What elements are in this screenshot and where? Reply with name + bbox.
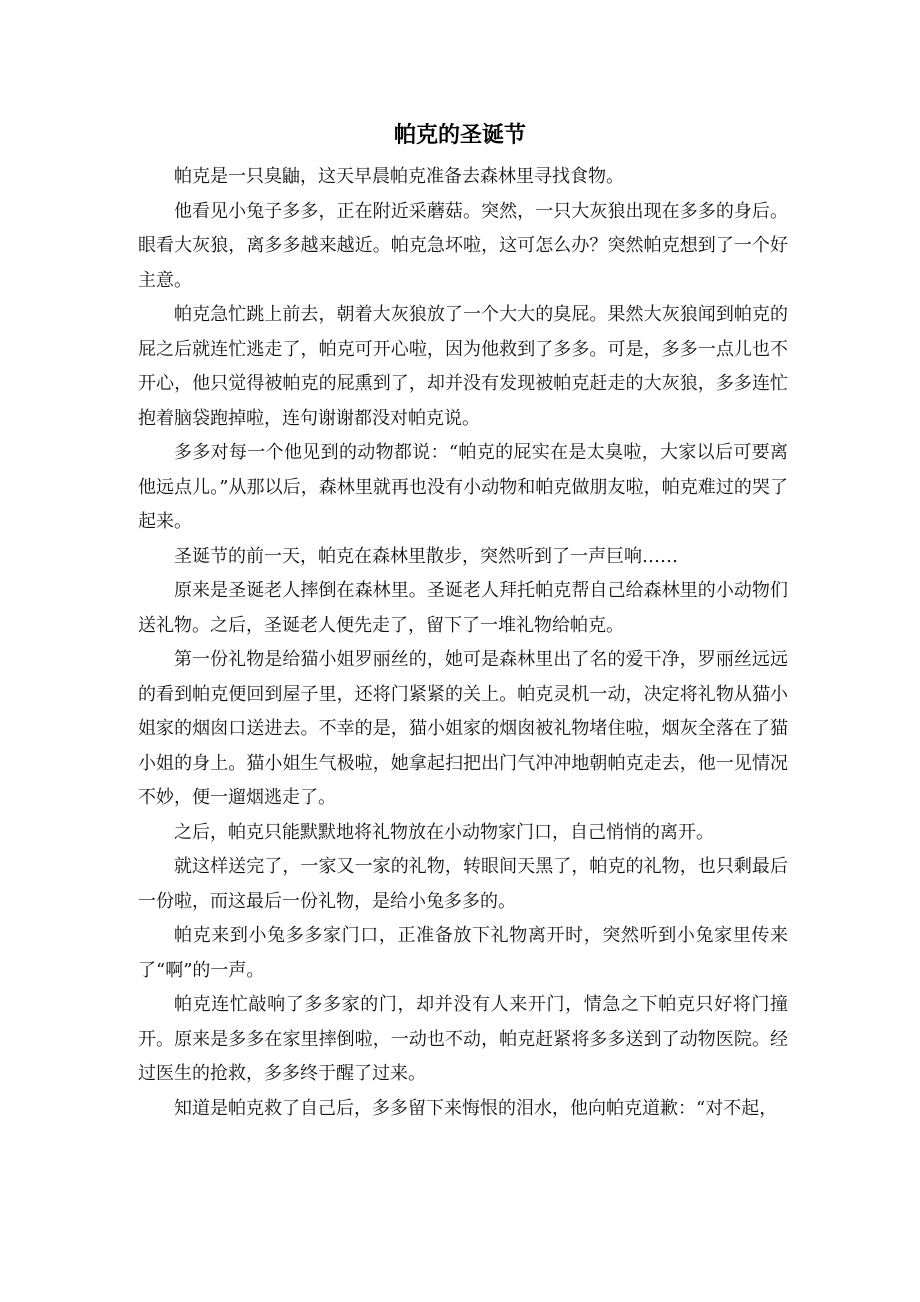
story-body: [138, 160, 788, 1126]
paragraph: 第一份礼物是给猫小姐罗丽丝的，她可是森林里出了名的爱干净，罗丽丝远远的看到帕克便回到屋子里，还将门紧紧的关上。帕克灵机一动，决定将礼物从猫小姐家的烟囱口送进去。不幸的是，猫小姐家的烟囱被礼物堵住啦，烟灰全落在了猫小姐的身上。猫小姐生气极啦，她拿起扫把出门气冲冲地朝帕克走去，他一见情况不妙，便一遛烟逃走了。: [138, 649, 788, 808]
paragraph: 知道是帕克救了自己后，多多留下来悔恨的泪水，他向帕克道歉：“对不起，: [174, 1097, 778, 1119]
paragraph: 帕克来到小兔多多家门口，正准备放下礼物离开时，突然听到小兔家里传来了“啊”的一声。: [138, 925, 788, 981]
paragraph: 圣诞节的前一天，帕克在森林里散步，突然听到了一声巨响……: [174, 545, 678, 567]
paragraph: 多多对每一个他见到的动物都说：“帕克的屁实在是太臭啦，大家以后可要离他远点儿。”从那以后，森林里就再也没有小动物和帕克做朋友啦，帕克难过的哭了起来。: [138, 442, 788, 532]
page-title: 帕克的圣诞节: [393, 123, 526, 148]
paragraph: 帕克连忙敲响了多多家的门，却并没有人来开门，情急之下帕克只好将门撞开。原来是多多在家里摔倒啦，一动也不动，帕克赶紧将多多送到了动物医院。经过医生的抢救，多多终于醒了过来。: [138, 994, 788, 1084]
paragraph: 帕克急忙跳上前去，朝着大灰狼放了一个大大的臭屁。果然大灰狼闻到帕克的屁之后就连忙逃走了，帕克可开心啦，因为他救到了多多。可是，多多一点儿也不开心，他只觉得被帕克的屁熏到了，却并没有发现被帕克赶走的大灰狼，多多连忙抱着脑袋跑掉啦，连句谢谢都没对帕克说。: [138, 304, 788, 429]
paragraph: 之后，帕克只能默默地将礼物放在小动物家门口，自己悄悄的离开。: [174, 821, 714, 843]
paragraph: 原来是圣诞老人摔倒在森林里。圣诞老人拜托帕克帮自己给森林里的小动物们送礼物。之后，圣诞老人便先走了，留下了一堆礼物给帕克。: [138, 580, 788, 636]
paragraph: 就这样送完了，一家又一家的礼物，转眼间天黑了，帕克的礼物，也只剩最后一份啦，而这最后一份礼物，是给小兔多多的。: [138, 856, 788, 912]
paragraph: 帕克是一只臭鼬，这天早晨帕克准备去森林里寻找食物。: [174, 166, 624, 187]
paragraph: 他看见小兔子多多，正在附近采蘑菇。突然，一只大灰狼出现在多多的身后。眼看大灰狼，离多多越来越近。帕克急坏啦，这可怎么办？突然帕克想到了一个好主意。: [138, 200, 788, 291]
